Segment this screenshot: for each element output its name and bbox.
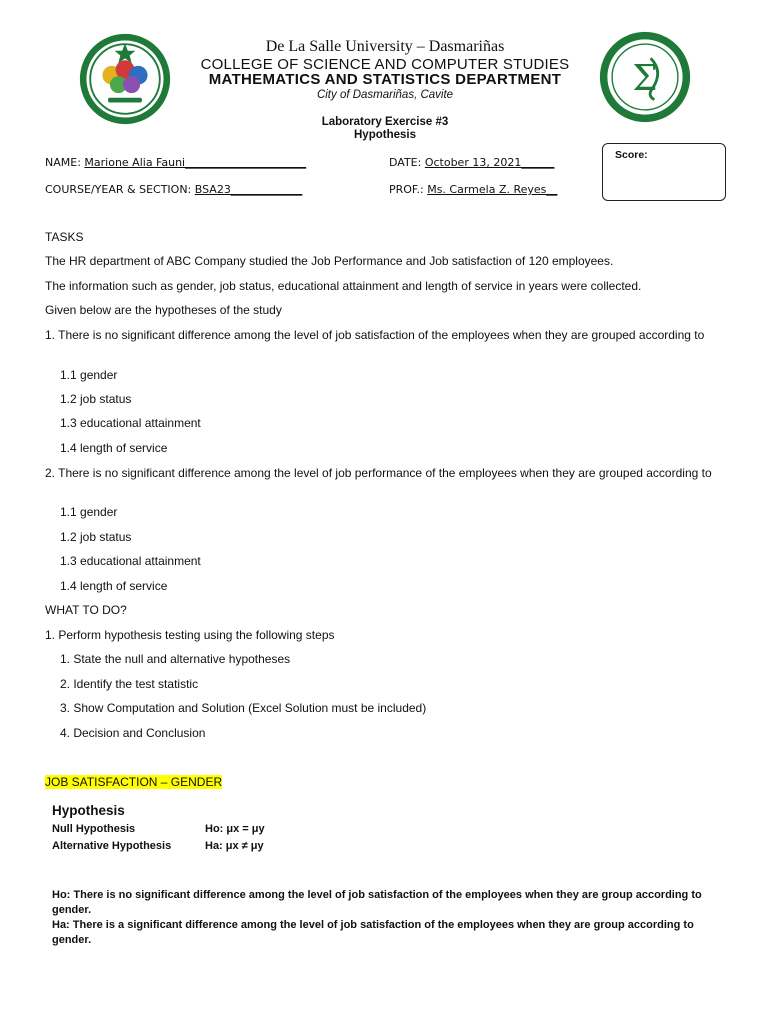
- what-to-do-heading: WHAT TO DO?: [45, 603, 127, 617]
- section-title: [45, 775, 222, 789]
- university-name: De La Salle University – Dasmariñas: [265, 38, 505, 55]
- h1-item: 1.3 educational attainment: [60, 416, 201, 430]
- course-value: BSA23_____________: [194, 183, 303, 196]
- h1-item: 1.4 length of service: [60, 441, 168, 455]
- substep: 2. Identify the test statistic: [60, 677, 199, 691]
- course-label: COURSE/YEAR & SECTION:: [45, 183, 192, 196]
- tasks-intro-1: The HR department of ABC Company studied the Job Performance and Job satisfaction of 120 employees.: [45, 254, 614, 268]
- svg-text:Σ: Σ: [632, 58, 658, 100]
- ho-statement: Ho: There is no significant difference among the level of job satisfaction of the employees when they are group according to gender.: [52, 889, 702, 916]
- h2-item: 1.3 educational attainment: [60, 554, 201, 568]
- name-label: NAME:: [45, 156, 81, 169]
- h2-item: 1.4 length of service: [60, 579, 168, 593]
- prof-value: Ms. Carmela Z. Reyes__: [427, 183, 558, 196]
- what-to-do-step: 1. Perform hypothesis testing using the following steps: [45, 628, 335, 642]
- alt-hypothesis-label: Alternative Hypothesis: [52, 840, 172, 852]
- h1-item: 1.2 job status: [60, 392, 132, 406]
- hypothesis-1: 1. There is no significant difference among the level of job satisfaction of the employees when they are grouped according to: [45, 328, 705, 342]
- alt-hypothesis-value: Ha: μx ≠ μy: [205, 840, 264, 852]
- course-row: [45, 183, 302, 196]
- city-line: City of Dasmariñas, Cavite: [316, 89, 454, 101]
- h2-item: 1.1 gender: [60, 505, 118, 519]
- date-value: October 13, 2021______: [424, 156, 555, 169]
- prof-label: PROF.:: [389, 183, 424, 196]
- tasks-intro-3: Given below are the hypotheses of the study: [45, 303, 282, 317]
- ha-statement: Ha: There is a significant difference among the level of job satisfaction of the employees when they are group according to gender.: [52, 919, 694, 946]
- null-hypothesis-value: Ho: μx = μy: [205, 823, 265, 835]
- college-name: COLLEGE OF SCIENCE AND COMPUTER STUDIES: [200, 56, 570, 73]
- h1-item: 1.1 gender: [60, 368, 118, 382]
- date-label: DATE:: [389, 156, 422, 169]
- null-hypothesis-label: Null Hypothesis: [52, 823, 136, 835]
- name-value: Marione Alia Fauni______________________: [84, 156, 307, 169]
- date-row: [389, 156, 554, 169]
- substep: 4. Decision and Conclusion: [60, 726, 206, 740]
- h2-item: 1.2 job status: [60, 530, 132, 544]
- score-box: [602, 143, 726, 201]
- tasks-intro-2: The information such as gender, job status, educational attainment and length of service in years were collected.: [45, 279, 642, 293]
- department-name: MATHEMATICS AND STATISTICS DEPARTMENT: [208, 71, 562, 88]
- prof-row: [389, 183, 557, 196]
- hypothesis-heading: Hypothesis: [52, 803, 125, 818]
- substep: 1. State the null and alternative hypotheses: [60, 652, 291, 666]
- hypothesis-2: 2. There is no significant difference among the level of job performance of the employees when they are grouped according to: [45, 466, 712, 480]
- substep: 3. Show Computation and Solution (Excel Solution must be included): [60, 701, 427, 715]
- exercise-title: Laboratory Exercise #3: [321, 116, 449, 128]
- section-title-text: JOB SATISFACTION – GENDER: [45, 775, 223, 789]
- tasks-heading: TASKS: [45, 230, 84, 244]
- name-row: [45, 156, 306, 169]
- score-label: Score:: [615, 149, 648, 161]
- exercise-subtitle: Hypothesis: [354, 129, 416, 141]
